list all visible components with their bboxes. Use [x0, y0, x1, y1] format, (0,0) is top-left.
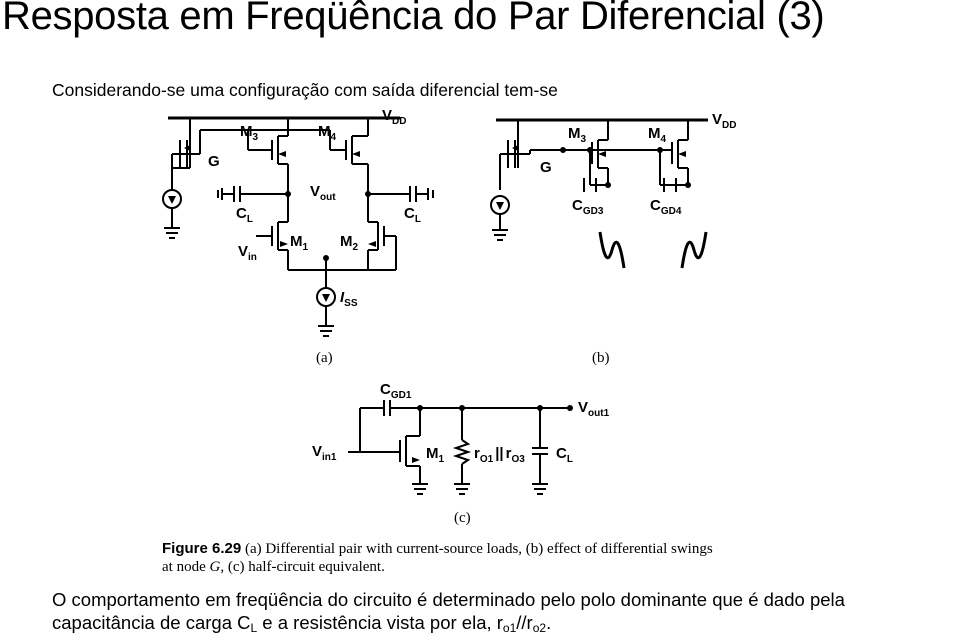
svg-text:VDD: $V_{DD}$: [712, 111, 737, 131]
conclusion-text: [52, 588, 845, 634]
label-iss: I: [340, 289, 345, 306]
caption-line1: (a) Differential pair with current-source loads, (b) effect of differential swings: [244, 541, 713, 557]
label-vout: V: [310, 183, 321, 200]
label-cgd1: C: [380, 381, 391, 398]
label-g-a: G: [208, 153, 220, 170]
label-vin1: V: [312, 443, 323, 460]
label-vin: V: [238, 243, 249, 260]
svg-text:Vout1: $V_{out1}$: [578, 399, 610, 419]
svg-text:CGD3: $C_{GD3}$: [572, 197, 604, 217]
conclusion-line2: capacitância de carga $C_L$ e a resistência vista por ela, $r_{o1}//r_{o2}$.: [52, 612, 552, 635]
label-cl-c: C: [556, 445, 567, 462]
label-vdd-b: V: [712, 111, 723, 128]
svg-text:Vout: $V_{out}$: [310, 183, 336, 203]
svg-text:M3: $M_3$: [568, 125, 587, 145]
label-vdd-a: V: [382, 107, 393, 124]
label-cl-right: C: [404, 205, 415, 222]
svg-text:Vin1: $V_{in1}$: [312, 443, 337, 463]
label-g-b: G: [540, 159, 552, 176]
intro-text: Considerando-se uma configuração com saída diferencial tem-se: [52, 80, 558, 100]
svg-text:M1: $M_1$: [290, 233, 309, 253]
svg-text:CL: $C_L$: [404, 205, 421, 225]
panel-label-b: (b): [592, 350, 610, 366]
panel-label-c: (c): [454, 510, 471, 526]
label-m1-c: M: [426, 445, 439, 462]
svg-text:ISS: $I_{SS}$: [340, 289, 358, 309]
label-cgd3: C: [572, 197, 583, 214]
svg-text:CL: $C_L$: [556, 445, 573, 465]
label-m3: M: [240, 123, 253, 140]
svg-text:Vin: $V_{in}$: [238, 243, 257, 263]
figure-caption: Figure 6.29 (a) Differential pair with current-source loads, (b) effect of differential swings at node G, (c) half-circuit equivalent.: [162, 540, 713, 575]
svg-text:M2: $M_2$: [340, 233, 359, 253]
label-cl-left: C: [236, 205, 247, 222]
svg-text:VDD: $V_{DD}$: [382, 107, 407, 127]
svg-text:CL: $C_L$: [236, 205, 253, 225]
label-cgd4: C: [650, 197, 661, 214]
label-ro1-ro3: $r_{O1}$ || $r_{O3}$: [474, 445, 525, 465]
label-m4-b: M: [648, 125, 661, 142]
svg-text:CGD1: $C_{GD1}$: [380, 381, 412, 401]
label-m2: M: [340, 233, 353, 250]
svg-text:M1: $M_1$: [426, 445, 445, 465]
label-vout1: V: [578, 399, 589, 416]
slide-title: Resposta em Freqüência do Par Diferencial (3): [2, 0, 825, 38]
svg-text:M3: $M_3$: [240, 123, 259, 143]
conclusion-line1: O comportamento em freqüência do circuito é determinado pelo polo dominante que é dado pela: [52, 589, 845, 610]
label-m3-b: M: [568, 125, 581, 142]
svg-text:M4: $M_4$: [318, 123, 337, 143]
svg-text:CGD4: $C_{GD4}$: [650, 197, 682, 217]
svg-text:M4: $M_4$: [648, 125, 667, 145]
panel-label-a: (a): [316, 350, 333, 366]
label-m1-a: M: [290, 233, 303, 250]
caption-label: Figure 6.29: [162, 540, 242, 557]
